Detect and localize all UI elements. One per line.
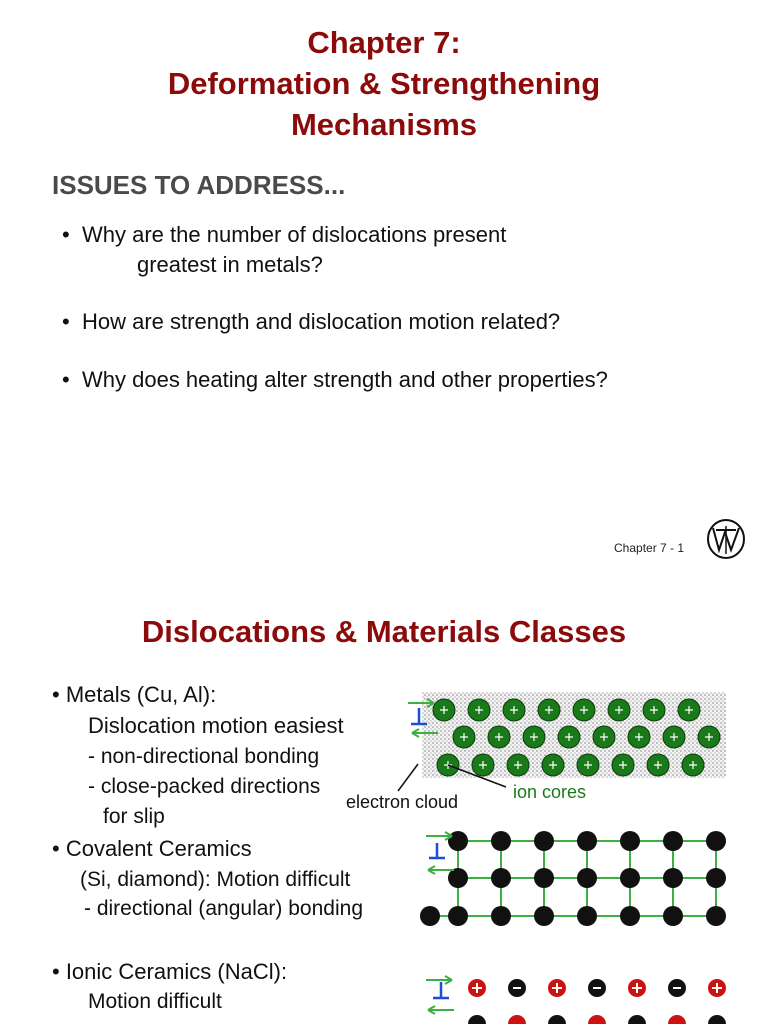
metals-point-2-continued: for slip <box>103 805 165 828</box>
ionic-row-2 <box>468 1015 726 1024</box>
ionic-row-1 <box>468 979 726 997</box>
slide-1-title <box>0 22 768 145</box>
anion <box>468 1015 486 1024</box>
metals-point-2: - close-packed directions <box>88 775 321 798</box>
question-1-line-1: Why are the number of dislocations present <box>82 222 507 247</box>
dislocation-symbol-icon <box>433 982 449 998</box>
question-3 <box>62 365 608 395</box>
ion-cores-label: ion cores <box>513 782 587 802</box>
anion <box>628 1015 646 1024</box>
covalent-subheading: (Si, diamond): Motion difficult <box>80 868 351 891</box>
cation <box>508 1015 526 1024</box>
covalent-heading: • Covalent Ceramics <box>52 836 252 861</box>
bullet-dot: • <box>62 309 70 334</box>
title-line-3: Mechanisms <box>290 107 478 142</box>
bullet-dot: • <box>62 222 70 247</box>
slide-2 <box>0 570 768 1024</box>
slide-2-title: Dislocations & Materials Classes <box>141 614 627 649</box>
issues-heading: ISSUES TO ADDRESS... <box>52 170 346 200</box>
ionic-heading: • Ionic Ceramics (NaCl): <box>52 959 288 984</box>
question-2 <box>62 307 560 337</box>
ionic-subheading: Motion difficult <box>88 990 222 1013</box>
title-line-1: Chapter 7: <box>307 25 461 60</box>
question-1-line-2: greatest in metals? <box>137 252 323 277</box>
metals-point-1: - non-directional bonding <box>88 745 320 768</box>
bullet-dot: • <box>62 367 70 392</box>
ionic-lattice-diagram <box>0 570 768 1024</box>
publisher-logo-icon <box>706 518 746 560</box>
anion <box>548 1015 566 1024</box>
metals-heading: • Metals (Cu, Al): <box>52 682 217 707</box>
metals-subheading: Dislocation motion easiest <box>88 713 344 738</box>
question-1 <box>62 220 506 280</box>
slide-footer: Chapter 7 - 1 <box>614 541 685 555</box>
question-2-text: How are strength and dislocation motion related? <box>82 309 561 334</box>
cation <box>588 1015 606 1024</box>
electron-cloud-label: electron cloud <box>346 792 459 812</box>
title-line-2: Deformation & Strengthening <box>167 66 601 101</box>
anion <box>708 1015 726 1024</box>
question-3-text: Why does heating alter strength and other properties? <box>82 367 608 392</box>
covalent-point-1: - directional (angular) bonding <box>84 897 363 920</box>
cation <box>668 1015 686 1024</box>
